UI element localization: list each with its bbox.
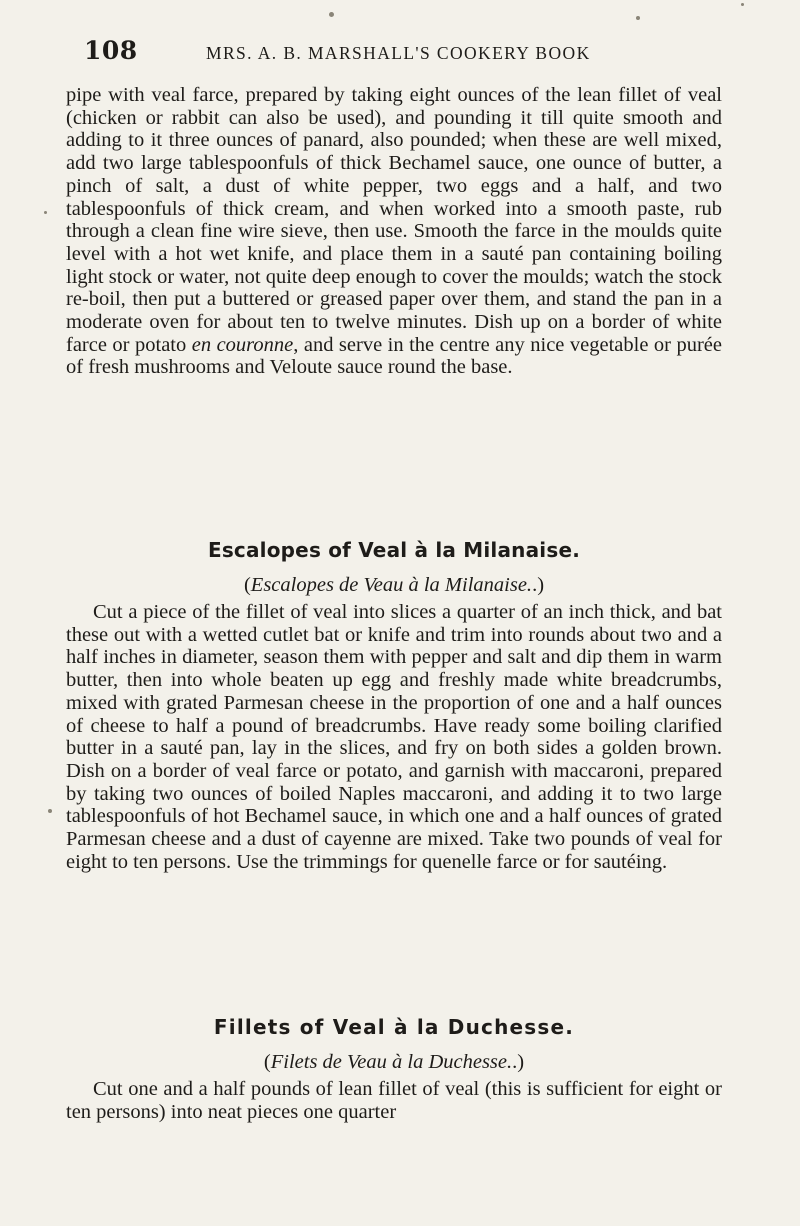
continuation-end: , and serve in the centre any nice vegetable or purée of fresh mushrooms and Veloute sauce round the base. — [66, 333, 722, 379]
page-header — [84, 36, 724, 70]
running-head: MRS. A. B. MARSHALL'S COOKERY BOOK — [206, 43, 591, 63]
french-title-duchesse: Filets de Veau à la Duchesse. — [270, 1051, 513, 1073]
continuation-text: pipe with veal farce, prepared by taking eight ounces of the lean fillet of veal (chicken or rabbit can also be used), and pounding it till quite smooth and adding to it three ounces of panard, also pounded; when these are well mixed, add two large tablespoonfuls of thick Bechamel sauce, one ounce of butter, a pinch of salt, a dust of white pepper, two eggs and a half, and two tablespoonfuls of thick cream, and when worked into a smooth paste, rub through a clean fine wire sieve, then use. Smooth the farce in the moulds quite level with a hot wet knife, and place them in a sauté pan containing boiling light stock or water, not quite deep enough to cover the moulds; watch the stock re-boil, then put a buttered or greased paper over them, and stand the pan in a moderate oven for about ten to twelve minutes. Dish up on a border of white farce or potato — [66, 84, 722, 356]
recipe-title-duchesse: Fillets of Veal à la Duchesse. — [213, 1015, 575, 1039]
continuation-italic: en couronne — [191, 333, 294, 356]
french-title-milanaise: Escalopes de Veau à la Milanaise. — [250, 574, 533, 596]
recipe-subtitle-duchesse: (Filets de Veau à la Duchesse..) — [263, 1051, 525, 1073]
continuation-paragraph — [66, 84, 722, 379]
recipe-subtitle-milanaise: (Escalopes de Veau à la Milanaise..) — [243, 574, 545, 596]
paper-speck — [48, 809, 52, 813]
paper-speck — [741, 3, 744, 6]
paper-speck — [636, 16, 640, 20]
recipe-body-milanaise: Cut a piece of the fillet of veal into slices a quarter of an inch thick, and bat these out with a wetted cutlet bat or knife and trim into rounds about two and a half inches in diameter, season them with pepper and salt and dip them in warm butter, then into whole beaten up egg and freshly made white breadcrumbs, mixed with grated Parmesan cheese in the proportion of one and a half ounces of cheese to half a pound of breadcrumbs. Have ready some boiling clarified butter in a sauté pan, lay in the slices, and fry on both sides a golden brown. Dish on a border of veal farce or potato, and garnish with maccaroni, prepared by taking two ounces of boiled Naples maccaroni, and adding it to two large tablespoonfuls of hot Bechamel sauce, in which one and a half ounces of grated Parmesan cheese and a dust of cayenne are mixed. Take two pounds of veal for eight to ten persons. Use the trimmings for quenelle farce or for sautéing. — [66, 601, 722, 873]
paper-speck — [329, 12, 334, 17]
paper-speck — [44, 211, 47, 214]
page-number: 108 — [84, 36, 138, 65]
recipe-title-milanaise: Escalopes of Veal à la Milanaise. — [207, 538, 581, 562]
recipe-body-duchesse: Cut one and a half pounds of lean fillet of veal (this is sufficient for eight or ten persons) into neat pieces one quarter — [66, 1078, 722, 1123]
